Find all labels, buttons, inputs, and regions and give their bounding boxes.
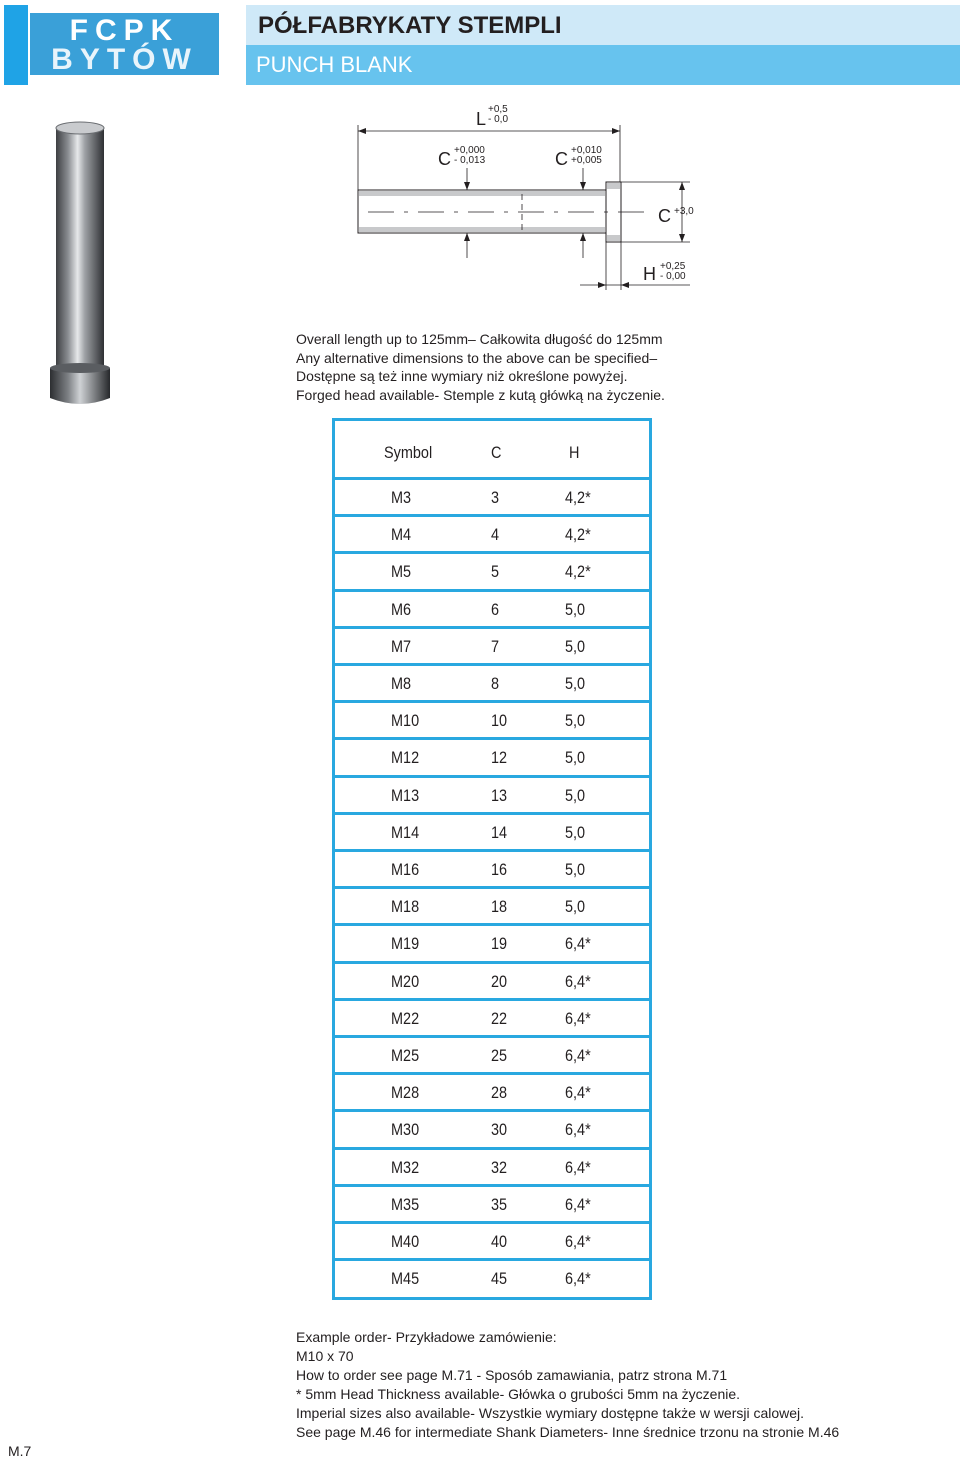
header-h: H: [569, 443, 580, 462]
cell-c: 19: [491, 934, 508, 954]
dim-C-head-dia-tol: +3,0: [674, 206, 694, 217]
cell-c: 25: [491, 1046, 508, 1065]
cell-h: 5,0: [565, 636, 586, 656]
table-row: [335, 700, 649, 737]
cell-h: 6,4*: [565, 1269, 591, 1289]
cell-symbol: M35: [391, 1194, 420, 1214]
cell-symbol: M13: [391, 785, 420, 805]
cell-h: 5,0: [565, 711, 586, 731]
table-header: [335, 421, 649, 477]
dim-C-shank-symbol: C: [438, 149, 451, 169]
cell-h: 6,4*: [565, 1232, 591, 1251]
cell-h: 5,0: [565, 748, 586, 768]
dim-L-symbol: L: [476, 109, 487, 129]
cell-symbol: M40: [391, 1232, 420, 1251]
table-row: [335, 775, 649, 812]
cell-c: 16: [491, 860, 508, 879]
cell-symbol: M28: [391, 1083, 420, 1103]
table-row: [335, 737, 649, 774]
cell-c: 13: [491, 785, 508, 805]
dim-H-symbol: H: [643, 264, 656, 284]
cell-h: 6,4*: [565, 1194, 591, 1214]
cell-h: 6,4*: [565, 1157, 591, 1177]
order-info: [296, 1328, 936, 1442]
footer-line: * 5mm Head Thickness available- Główka o grubości 5mm na życzenie.: [296, 1386, 741, 1402]
cell-c: 3: [491, 488, 500, 507]
cell-c: 4: [491, 525, 500, 545]
cell-c: 12: [491, 748, 508, 768]
cell-symbol: M30: [391, 1120, 420, 1140]
product-notes: [296, 330, 936, 404]
dim-H-tol-upper: +0,25: [660, 261, 686, 272]
table-row: [335, 1184, 649, 1221]
cell-symbol: M10: [391, 711, 420, 731]
table-row: [335, 961, 649, 998]
cell-symbol: M18: [391, 897, 420, 917]
table-row: [335, 663, 649, 700]
page-title-polish: PÓŁFABRYKATY STEMPLI: [258, 12, 562, 39]
cell-symbol: M7: [391, 636, 412, 656]
cell-h: 4,2*: [565, 562, 591, 582]
table-row: [335, 812, 649, 849]
cell-symbol: M16: [391, 860, 420, 879]
header-accent-bar: [4, 5, 28, 85]
page-number: M.7: [8, 1443, 32, 1459]
cell-c: 30: [491, 1120, 508, 1140]
cell-symbol: M12: [391, 748, 420, 768]
dim-C-shank-tol-upper: +0,000: [454, 145, 485, 156]
cell-c: 22: [491, 1008, 508, 1028]
table-row: [335, 998, 649, 1035]
cell-h: 5,0: [565, 860, 586, 879]
title-banner: [246, 5, 960, 85]
cell-symbol: M5: [391, 562, 412, 582]
cell-symbol: M6: [391, 599, 412, 619]
dim-H-tol-lower: - 0,00: [660, 271, 686, 282]
note-line: Dostępne są też inne wymiary niż określone powyżej.: [296, 368, 628, 384]
cell-h: 6,4*: [565, 934, 591, 954]
cell-c: 8: [491, 674, 500, 693]
cell-c: 28: [491, 1083, 508, 1103]
cell-symbol: M3: [391, 488, 412, 507]
logo-text-line2: BYTÓW: [51, 43, 198, 76]
cell-symbol: M22: [391, 1008, 420, 1028]
dim-C-head-tol-upper: +0,010: [571, 145, 602, 156]
cell-symbol: M14: [391, 822, 420, 842]
cell-c: 32: [491, 1157, 508, 1177]
cell-c: 40: [491, 1232, 508, 1251]
table-row: [335, 589, 649, 626]
cell-symbol: M19: [391, 934, 420, 954]
cell-c: 10: [491, 711, 508, 731]
dim-L-tol-lower: - 0,0: [488, 114, 509, 125]
dim-C-shank-tol-lower: - 0,013: [454, 155, 486, 166]
cell-h: 5,0: [565, 599, 586, 619]
table-row: [335, 551, 649, 588]
cell-h: 5,0: [565, 822, 586, 842]
note-line: Overall length up to 125mm– Całkowita długość do 125mm: [296, 331, 663, 347]
punch-blank-photo: [46, 118, 112, 410]
cell-c: 45: [491, 1269, 508, 1289]
table-row: [335, 477, 649, 514]
table-row: [335, 1258, 649, 1295]
cell-symbol: M4: [391, 525, 412, 545]
dim-L-tol-upper: +0,5: [488, 104, 508, 115]
table-row: [335, 886, 649, 923]
page-title-english: PUNCH BLANK: [256, 52, 413, 77]
header-c: C: [491, 443, 502, 462]
dim-C-head-dia-symbol: C: [658, 206, 671, 226]
cell-h: 6,4*: [565, 1008, 591, 1028]
cell-h: 4,2*: [565, 488, 591, 507]
table-row: [335, 1035, 649, 1072]
dim-C-head-tol-lower: +0,005: [571, 155, 602, 166]
cell-symbol: M32: [391, 1157, 420, 1177]
table-row: [335, 1072, 649, 1109]
cell-h: 5,0: [565, 897, 586, 917]
cell-symbol: M45: [391, 1269, 420, 1289]
note-line: Any alternative dimensions to the above can be specified–: [296, 349, 658, 366]
footer-line: Example order- Przykładowe zamówienie:: [296, 1329, 557, 1345]
dimension-table: [332, 418, 652, 1300]
footer-line: See page M.46 for intermediate Shank Diameters- Inne średnice trzonu na stronie M.46: [296, 1424, 840, 1440]
cell-c: 35: [491, 1194, 508, 1214]
table-row: [335, 514, 649, 551]
footer-line: Imperial sizes also available- Wszystkie wymiary dostępne także w wersji calowej.: [296, 1405, 805, 1421]
cell-symbol: M20: [391, 971, 420, 991]
cell-c: 5: [491, 562, 500, 582]
cell-h: 6,4*: [565, 1083, 591, 1103]
table-row: [335, 1147, 649, 1184]
cell-h: 5,0: [565, 785, 586, 805]
cell-c: 7: [491, 636, 500, 656]
cell-h: 4,2*: [565, 525, 591, 545]
company-logo: [30, 13, 219, 75]
cell-h: 6,4*: [565, 1046, 591, 1065]
cell-symbol: M8: [391, 674, 412, 693]
cell-h: 6,4*: [565, 971, 591, 991]
cell-c: 20: [491, 971, 508, 991]
table-row: [335, 626, 649, 663]
punch-dimension-drawing: [350, 98, 710, 294]
table-row: [335, 1221, 649, 1258]
cell-symbol: M25: [391, 1046, 420, 1065]
dim-C-head-symbol: C: [555, 149, 568, 169]
header-symbol: Symbol: [384, 443, 433, 462]
logo-text-line1: FCPK: [69, 14, 180, 47]
table-row: [335, 849, 649, 886]
cell-h: 5,0: [565, 674, 586, 693]
cell-c: 14: [491, 822, 508, 842]
table-row: [335, 923, 649, 960]
cell-c: 6: [491, 599, 500, 619]
cell-h: 6,4*: [565, 1120, 591, 1140]
cell-c: 18: [491, 897, 508, 917]
note-line: Forged head available- Stemple z kutą główką na życzenie.: [296, 386, 665, 403]
footer-line: M10 x 70: [296, 1348, 354, 1364]
table-row: [335, 1109, 649, 1146]
footer-line: How to order see page M.71 - Sposób zamawiania, patrz strona M.71: [296, 1367, 728, 1383]
